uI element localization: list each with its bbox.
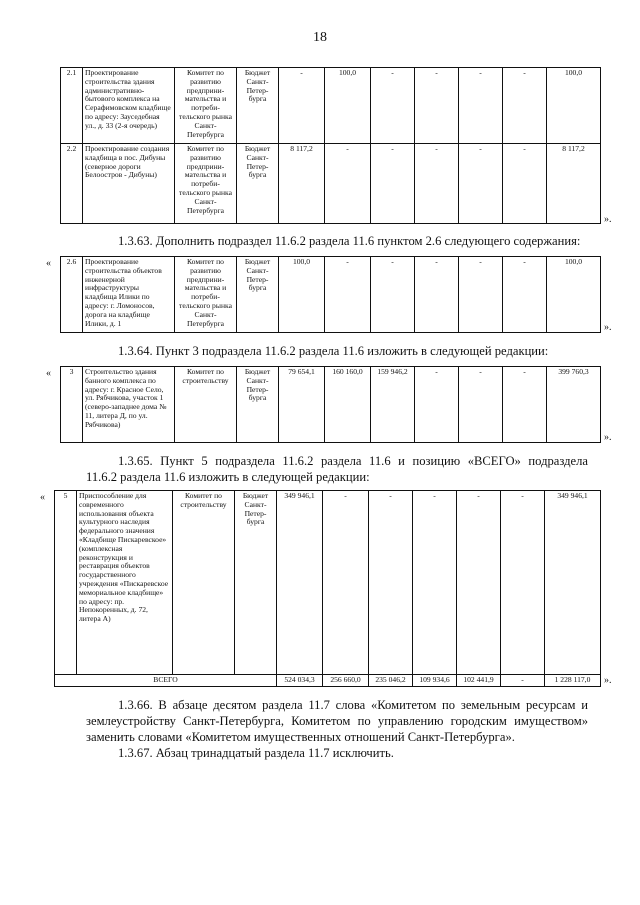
value-cell: - — [323, 491, 369, 675]
value-cell: 100,0 — [279, 257, 325, 333]
total-row — [55, 675, 601, 687]
closing-quote: ». — [604, 214, 612, 225]
closing-quote: ». — [604, 322, 612, 333]
value-cell: - — [279, 68, 325, 144]
value-cell: - — [415, 257, 459, 333]
value-cell: - — [369, 491, 413, 675]
value-cell: - — [325, 144, 371, 224]
table-row — [61, 257, 601, 333]
opening-quote: « — [46, 258, 51, 269]
value-cell: 349 946,1 — [277, 491, 323, 675]
responsible-org: Комитет по развитию предприни-мательства и потреби-тельского рынка Санкт-Петербурга — [175, 144, 237, 224]
funding-source: Бюджет Санкт-Петер-бурга — [237, 68, 279, 144]
value-cell: - — [415, 68, 459, 144]
total-value: 109 934,6 — [413, 675, 457, 687]
paragraph-1-3-66: 1.3.66. В абзаце десятом раздела 11.7 слова «Комитетом по земельным ресурсам и землеустройству Санкт-Петербурга, Комитетом по управлению городским имуществом» заменить словами «Комитетом имущественных отношений Санкт-Петербурга». — [86, 698, 588, 744]
value-cell: - — [459, 367, 503, 443]
funding-source: Бюджет Санкт-Петер-бурга — [237, 367, 279, 443]
object-name: Проектирование строительства объектов инженерной инфраструктуры кладбища Илики по адресу: г. Ломоносов, дорога на кладбище Илики, д. 1 — [83, 257, 175, 333]
object-name: Проектирование создания кладбища в пос. Дибуны (северное дороги Белоостров - Дибуны) — [83, 144, 175, 224]
responsible-org: Комитет по строительству — [173, 491, 235, 675]
row-number: 2.2 — [61, 144, 83, 224]
paragraph-1-3-64: 1.3.64. Пункт 3 подраздела 11.6.2 раздела 11.6 изложить в следующей редакции: — [118, 344, 549, 358]
total-value: 102 441,9 — [457, 675, 501, 687]
table-item-2-6 — [60, 256, 601, 333]
opening-quote: « — [46, 368, 51, 379]
funding-source: Бюджет Санкт-Петер-бурга — [235, 491, 277, 675]
paragraph-1-3-65-line-1: 1.3.65. Пункт 5 подраздела 11.6.2 раздела 11.6 и позицию «ВСЕГО» подраздела — [118, 454, 588, 468]
value-cell: 79 654,1 — [279, 367, 325, 443]
value-cell: - — [503, 68, 547, 144]
total-label: ВСЕГО — [55, 675, 277, 687]
value-cell: - — [415, 367, 459, 443]
grand-total: 1 228 117,0 — [545, 675, 601, 687]
table-row — [61, 367, 601, 443]
table-item-3 — [60, 366, 601, 443]
object-name: Проектирование строительства здания административно-бытового комплекса на Серафимовском кладбище по адресу: Зауседебная ул., д. 33 (2-я очередь) — [83, 68, 175, 144]
total-cell: 349 946,1 — [545, 491, 601, 675]
closing-quote: ». — [604, 675, 612, 686]
row-number: 5 — [55, 491, 77, 675]
table-row — [61, 68, 601, 144]
row-number: 2.1 — [61, 68, 83, 144]
closing-quote: ». — [604, 432, 612, 443]
value-cell: - — [503, 257, 547, 333]
value-cell: - — [459, 68, 503, 144]
total-value: 256 660,0 — [323, 675, 369, 687]
total-value: - — [501, 675, 545, 687]
responsible-org: Комитет по развитию предприни-мательства и потреби-тельского рынка Санкт-Петербурга — [175, 68, 237, 144]
total-cell: 100,0 — [547, 68, 601, 144]
row-number: 3 — [61, 367, 83, 443]
value-cell: - — [459, 257, 503, 333]
total-cell: 399 760,3 — [547, 367, 601, 443]
total-value: 235 046,2 — [369, 675, 413, 687]
value-cell: 159 946,2 — [371, 367, 415, 443]
object-name: Приспособление для современного использования объекта культурного наследия федерального значения «Кладбище Пискаревское» (комплексная реконструкция и реставрация объектов государственного учреждения «Пискаревское мемориальное кладбище» по адресу: пр. Непокоренных, д. 72, литера А) — [77, 491, 173, 675]
table-item-5-and-total — [54, 490, 601, 687]
value-cell: - — [503, 144, 547, 224]
table-row — [61, 144, 601, 224]
value-cell: - — [371, 68, 415, 144]
total-cell: 100,0 — [547, 257, 601, 333]
table-items-2-1-2-2 — [60, 67, 601, 224]
value-cell: - — [459, 144, 503, 224]
value-cell: 160 160,0 — [325, 367, 371, 443]
responsible-org: Комитет по развитию предприни-мательства и потреби-тельского рынка Санкт-Петербурга — [175, 257, 237, 333]
object-name: Строительство здания банного комплекса по адресу: г. Красное Село, ул. Рябчикова, участок 1 (северо-западнее дома № 11, литера Д, по ул. Рябчикова) — [83, 367, 175, 443]
value-cell: - — [371, 257, 415, 333]
page-number: 18 — [313, 30, 327, 45]
responsible-org: Комитет по строительству — [175, 367, 237, 443]
value-cell: - — [415, 144, 459, 224]
paragraph-1-3-67: 1.3.67. Абзац тринадцатый раздела 11.7 исключить. — [118, 746, 394, 760]
value-cell: - — [503, 367, 547, 443]
value-cell: - — [371, 144, 415, 224]
value-cell: - — [413, 491, 457, 675]
value-cell: 8 117,2 — [279, 144, 325, 224]
total-cell: 8 117,2 — [547, 144, 601, 224]
paragraph-1-3-63: 1.3.63. Дополнить подраздел 11.6.2 раздела 11.6 пунктом 2.6 следующего содержания: — [118, 234, 581, 248]
value-cell: 100,0 — [325, 68, 371, 144]
value-cell: - — [501, 491, 545, 675]
row-number: 2.6 — [61, 257, 83, 333]
value-cell: - — [325, 257, 371, 333]
funding-source: Бюджет Санкт-Петер-бурга — [237, 257, 279, 333]
value-cell: - — [457, 491, 501, 675]
paragraph-1-3-65-line-2: 11.6.2 раздела 11.6 изложить в следующей редакции: — [86, 470, 370, 484]
table-row — [55, 491, 601, 675]
total-value: 524 034,3 — [277, 675, 323, 687]
opening-quote: « — [40, 492, 45, 503]
funding-source: Бюджет Санкт-Петер-бурга — [237, 144, 279, 224]
